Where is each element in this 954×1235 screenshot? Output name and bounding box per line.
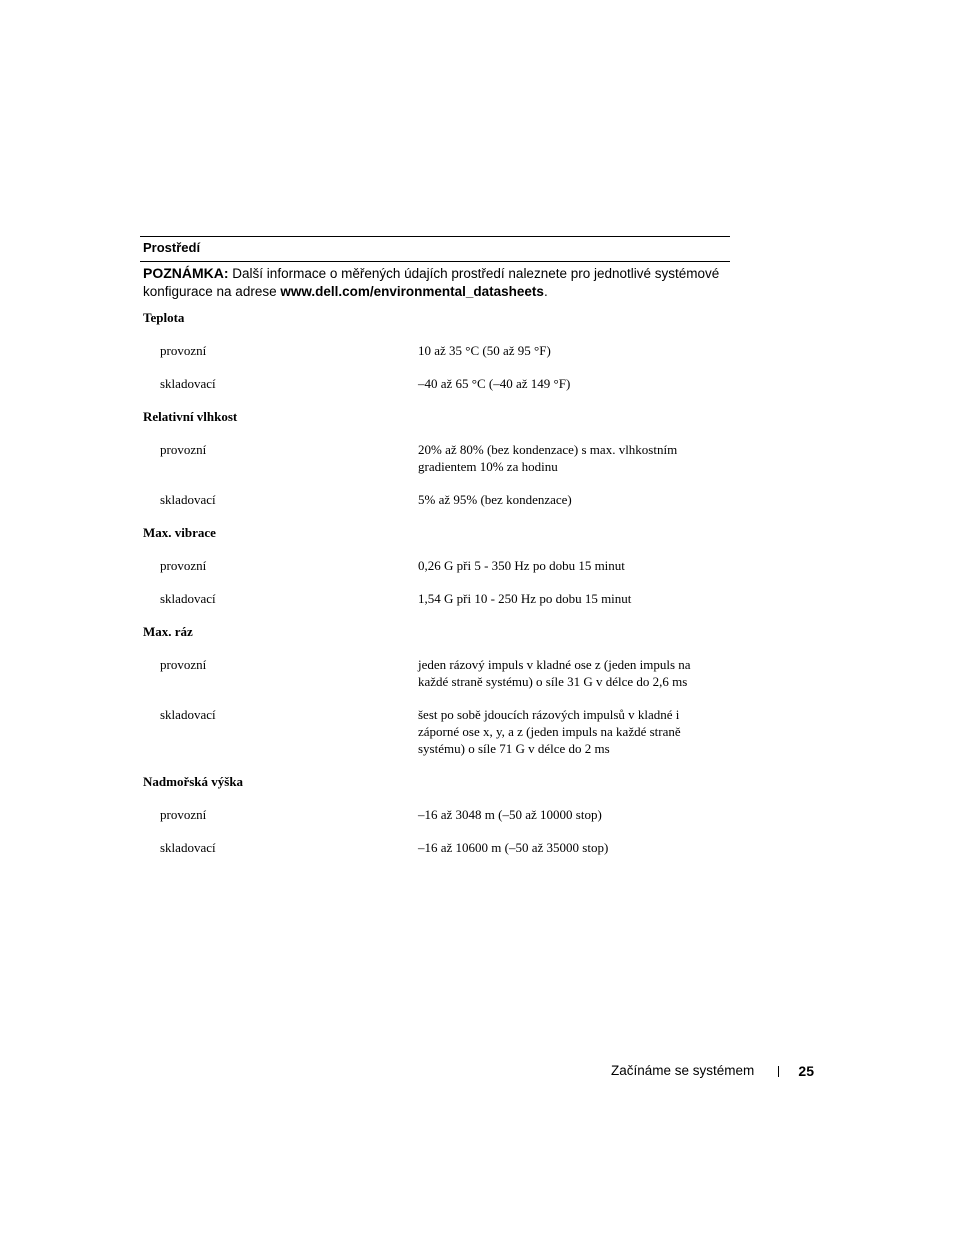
spec-row bbox=[140, 367, 730, 400]
spec-group-vibration bbox=[140, 516, 730, 615]
row-value: 20% až 80% (bez kondenzace) s max. vlhkostním gradientem 10% za hodinu bbox=[418, 442, 678, 474]
row-value: –16 až 3048 m (–50 až 10000 stop) bbox=[418, 807, 602, 822]
row-value: 1,54 G při 10 - 250 Hz po dobu 15 minut bbox=[418, 591, 632, 606]
spec-row bbox=[140, 582, 730, 615]
spec-group-temperature bbox=[140, 301, 730, 400]
note-text: Další informace o měřených údajích prostředí naleznete pro jednotlivé systémové konfigurace na adrese bbox=[143, 266, 720, 299]
row-label: skladovací bbox=[160, 376, 216, 391]
row-label: provozní bbox=[160, 442, 207, 457]
group-title: Nadmořská výška bbox=[143, 774, 244, 789]
spec-group-humidity bbox=[140, 400, 730, 516]
note-label: POZNÁMKA: bbox=[143, 265, 229, 281]
spec-row bbox=[140, 698, 730, 765]
note bbox=[140, 262, 730, 301]
row-value: 0,26 G při 5 - 350 Hz po dobu 15 minut bbox=[418, 558, 625, 573]
row-label: provozní bbox=[160, 807, 207, 822]
row-label: skladovací bbox=[160, 840, 216, 855]
spec-row bbox=[140, 798, 730, 831]
footer-title: Začínáme se systémem bbox=[611, 1063, 755, 1078]
spec-group-shock bbox=[140, 615, 730, 765]
page-footer bbox=[560, 1061, 814, 1081]
row-value: šest po sobě jdoucích rázových impulsů v kladné i záporné ose x, y, a z (jeden impuls na každé straně systému) o síle 71 G v délce do 2 ms bbox=[418, 707, 681, 756]
row-value: jeden rázový impuls v kladné ose z (jeden impuls na každé straně systému) o síle 31 G v délce do 2,6 ms bbox=[418, 657, 691, 689]
group-title: Max. ráz bbox=[143, 624, 193, 639]
environment-spec-table bbox=[140, 236, 730, 864]
spec-row bbox=[140, 549, 730, 582]
spec-row bbox=[140, 648, 730, 698]
row-label: skladovací bbox=[160, 707, 216, 722]
spec-row bbox=[140, 483, 730, 516]
row-value: –16 až 10600 m (–50 až 35000 stop) bbox=[418, 840, 609, 855]
group-title: Relativní vlhkost bbox=[143, 409, 238, 424]
row-label: provozní bbox=[160, 343, 207, 358]
group-title: Teplota bbox=[143, 310, 185, 325]
row-label: provozní bbox=[160, 657, 207, 672]
spec-row bbox=[140, 831, 730, 864]
group-title: Max. vibrace bbox=[143, 525, 216, 540]
row-label: provozní bbox=[160, 558, 207, 573]
row-value: 5% až 95% (bez kondenzace) bbox=[418, 492, 572, 507]
note-end: . bbox=[543, 284, 548, 299]
spec-row bbox=[140, 433, 730, 483]
note-url: www.dell.com/environmental_datasheets bbox=[280, 284, 544, 299]
spec-group-altitude bbox=[140, 765, 730, 864]
spec-row bbox=[140, 334, 730, 367]
page-number: 25 bbox=[798, 1063, 814, 1079]
row-value: –40 až 65 °C (–40 až 149 °F) bbox=[418, 376, 571, 391]
section-title: Prostředí bbox=[143, 240, 201, 255]
footer-separator bbox=[778, 1066, 779, 1077]
row-label: skladovací bbox=[160, 591, 216, 606]
row-value: 10 až 35 °C (50 až 95 °F) bbox=[418, 343, 551, 358]
row-label: skladovací bbox=[160, 492, 216, 507]
